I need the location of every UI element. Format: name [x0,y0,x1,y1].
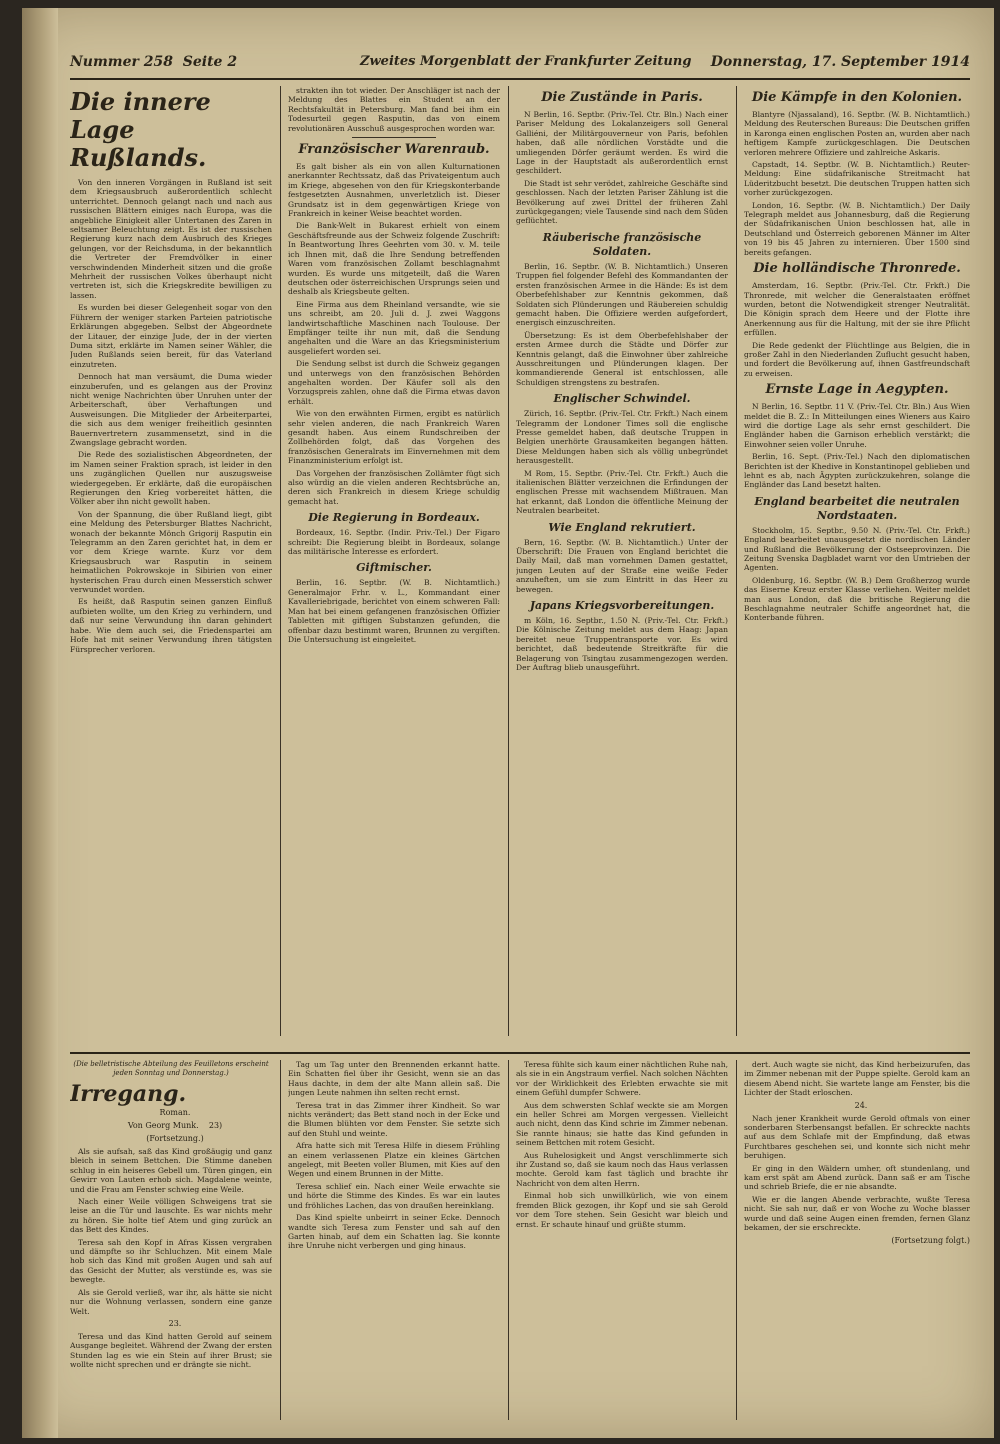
paragraph: Dennoch hat man versäumt, die Duma wieder einzuberufen, und es gelangen aus der Provinz nicht wenige Nachrichten über Unruhen unter der Arbeiterschaft, über Verhaftungen und Ausweisungen. Die Mitglieder der Arbeiterpartei, die sich aus dem weniger freiheitlich gesinnten Bauernvertretern zusammensetzt, sind in die Zwangslage gebracht worden. [70,372,272,447]
article-column-1 [70,86,272,1046]
column-rule [736,1060,737,1420]
paragraph: Die Rede des sozialistischen Abgeordneten, der im Namen seiner Fraktion sprach, ist leider in den uns zugänglichen Quellen nur auszugsweise wiedergegeben. Er erklärte, daß die europäischen Regierungen den Krieg vorbereitet hätten, die Völker aber ihn nicht gewollt haben. [70,450,272,507]
to-be-continued: (Fortsetzung folgt.) [891,1235,970,1245]
column-rule [508,86,509,1036]
paragraph: Die Rede gedenkt der Flüchtlinge aus Belgien, die in großer Zahl in den Niederlanden Zuflucht gesucht haben, und fordert die Bevölkerung auf, ihnen Gastfreundschaft zu erweisen. [744,340,970,378]
feuilleton-column-1 [70,1060,272,1420]
paragraph: Es wurden bei dieser Gelegenheit sogar von den Führern der weniger starken Parteien patriotische Erklärungen abgegeben. Selbst der Abgeordnete der Litauer, der einzige Jude, der in der vierten Duma sitzt, erklärte im Namen seiner Wähler, die Juden Rußlands seien bereit, für das Vaterland einzutreten. [70,303,272,369]
article-column-3 [516,86,728,1046]
paragraph: Berlin, 16. Septbr. (W. B. Nichtamtlich.) Generalmajor Frhr. v. L., Kommandant einer Kavalleriebrigade, berichtet von einem schweren Fall: Man hat bei einem gefangenen französischen Offizier Tabletten mit giftigen Substanzen gefunden, die offenbar dazu bestimmt waren, Brunnen zu vergiften. Die Untersuchung ist eingeleitet. [288,578,500,644]
header-date: Donnerstag, 17. September 1914 [710,54,970,70]
paragraph: Teresa und das Kind hatten Gerold auf seinem Ausgange begleitet. Während der Zwang der ersten Stunden lag es wie ein Stein auf ihrer Brust; sie wollte nicht sprechen und er drängte sie nicht. [70,1331,272,1370]
column-rule [736,86,737,1036]
paragraph: London, 16. Septbr. (W. B. Nichtamtlich.) Der Daily Telegraph meldet aus Johannesburg, daß die Regierung der Südafrikanischen Union beschlossen hat, alle in Deutschland und Österreich geborenen Männer im Alter von 19 bis 45 Jahren zu internieren. Über 1500 sind bereits gefangen. [744,200,970,257]
header-number: Nummer 258 Seite 2 [70,54,238,70]
paragraph: Zürich, 16. Septbr. (Priv.-Tel. Ctr. Frkft.) Nach einem Telegramm der Londoner Times soll die englische Presse gemeldet haben, daß deutsche Truppen in Belgien unerhörte Grausamkeiten begangen hätten. Diese Meldungen haben sich als völlig unbegründet herausgestellt. [516,409,728,466]
column-rule [280,86,281,1036]
page-header [70,52,970,80]
chapter-heading: 23. [168,1318,182,1328]
novel-chapter-number: 23) [208,1121,223,1130]
paragraph: Die Bank-Welt in Bukarest erhielt von einem Geschäftsfreunde aus der Schweiz folgende Zuschrift: In Beantwortung Ihres Geehrten vom 30. v. M. teile ich Ihnen mit, daß die Ihre Sendung betreffenden Waren vom französischen Zollamt beschlagnahmt wurden. Es wurde uns mitgeteilt, daß die Waren deutschen oder österreichischen Ursprungs seien und deshalb als Kriegsbeute gelten. [288,221,500,297]
headline-innere-lage: Die innere Lage Rußlands. [70,87,211,172]
headline-hollaendische-thronrede: Die holländische Thronrede. [753,261,961,277]
paragraph: Von den inneren Vorgängen in Rußland ist seit dem Kriegsausbruch außerordentlich schlecht unterrichtet. Dennoch gelangt nach und nach aus russischen Blättern einiges nach Europa, was die angebliche Einigkeit aller Untertanen des Zaren in seltsamer Beleuchtung zeigt. Es ist der russischen Regierung kurz nach dem Ausbruch des Krieges gelungen, vor der Reichsduma, in der bekanntlich die Vertreter der Fremdvölker in einer verschwindenden Minderheit sitzen und die große Mehrheit der russischen Volkes überhaupt nicht vertreten ist, sich die Kriegskredite bewilligen zu lassen. [70,178,272,300]
paragraph: Afra hatte sich mit Teresa Hilfe in diesem Frühling an einem verlassenen Platze ein kleines Gärtchen angelegt, mit Beeten voller Blumen, mit Kies auf den Wegen und einem Brunnen in der Mitte. [288,1141,500,1179]
paragraph: Teresa sah den Kopf in Afras Kissen vergraben und dämpfte so ihr Schluchzen. Mit einem Male hob sich das Kind mit großen Augen und sah auf das Gesicht der Mutter, als verstünde es, was sie bewegte. [70,1237,272,1285]
novel-genre: Roman. [159,1108,191,1117]
article-column-2 [288,86,500,1046]
headline-giftmischer: Giftmischer. [356,561,432,575]
paragraph: strakten ihn tot wieder. Der Anschläger ist nach der Meldung des Blattes ein Student an der Rechtsfakultät in Petersburg. Man fand bei ihm ein Todesurteil gegen Rasputin, das von einem revolutionären Ausschuß ausgesprochen worden war. [288,86,500,133]
column-rule [280,1060,281,1420]
headline-japans-kriegsvorbereitungen: Japans Kriegsvorbereitungen. [529,599,715,613]
paragraph: Die Sendung selbst ist durch die Schweiz gegangen und unterwegs von den französischen Behörden angehalten worden. Der Käufer soll als den Vorzugspreis zahlen, ohne daß die Firma etwas davon erhält. [288,359,500,406]
paragraph: Es galt bisher als ein von allen Kulturnationen anerkannter Rechtssatz, daß das Privateigentum auch im Kriege, abgesehen von den für Kriegskonterbande festgesetzten Ausnahmen, unverletzlich ist. Dieser Grundsatz ist in dem gegenwärtigen Kriege von Frankreich in keiner Weise beachtet worden. [288,162,500,219]
feuilleton-column-2 [288,1060,500,1420]
paragraph: m Köln, 16. Septbr., 1.50 N. (Priv.-Tel. Ctr. Frkft.) Die Kölnische Zeitung meldet aus dem Haag: Japan bereitet neue Truppentransporte vor. Es wird berichtet, daß bedeutende Streitkräfte für die Belagerung von Tsingtau zusammengezogen werden. Der Auftrag blieb unausgeführt. [516,616,728,673]
paragraph: Wie von den erwähnten Firmen, ergibt es natürlich sehr vielen anderen, die nach Frankreich Waren gesandt haben. Aus einem Rundschreiben der Zollbehörden folgt, daß das Vorgehen des französischen Generalrats im Einvernehmen mit dem Finanzministerium erfolgt ist. [288,409,500,466]
paragraph: N Berlin, 16. Septbr. (Priv.-Tel. Ctr. Bln.) Nach einer Pariser Meldung des Lokalanzeigers soll General Galliéni, der Militärgouverneur von Paris, befohlen haben, daß alle nördlichen Vorstädte und die umliegenden Dörfer geräumt werden. Es wird die Lage in der Hauptstadt als außerordentlich ernst geschildert. [516,110,728,176]
header-page: Seite 2 [182,54,238,70]
feuilleton-column-4 [744,1060,970,1420]
paragraph: Oldenburg, 16. Septbr. (W. B.) Dem Großherzog wurde das Eiserne Kreuz erster Klasse verliehen. Weiter meldet man aus London, daß die britische Regierung die Beschlagnahme neutraler Schiffe angeordnet hat, die Konterbande führen. [744,575,970,623]
feuilleton-column-3 [516,1060,728,1420]
paragraph: Das Vorgehen der französischen Zollämter fügt sich also würdig an die vielen anderen Rechtsbrüche an, deren sich Frankreich in diesem Kriege schuldig gemacht hat. [288,468,500,506]
headline-raeuberische-soldaten: Räuberische französische Soldaten. [542,230,702,258]
paragraph: Bern, 16. Septbr. (W. B. Nichtamtlich.) Unter der Überschrift: Die Frauen von England berichtet die Daily Mail, daß man vornehmen Damen gestattet, jungen Leuten auf der Straße eine weiße Feder anzuheften, um sie zum Eintritt in das Heer zu bewegen. [516,537,728,594]
paragraph: N Berlin, 16. Septbr. 11 V. (Priv.-Tel. Ctr. Bln.) Aus Wien meldet die B. Z.: In Mitteilungen eines Wieners aus Kairo wird die dortige Lage als sehr ernst geschildert. Die Engländer haben die Garnison erheblich verstärkt; die Einwohner seien voller Unruhe. [744,402,970,449]
paragraph: Tag um Tag unter den Brennenden erkannt hatte. Ein Schatten fiel über ihr Gesicht, wenn sie an das Haus dachte, in dem der alte Mann allein saß. Die jungen Leute nahmen ihn selten recht ernst. [288,1060,500,1098]
paragraph: Als sie aufsah, saß das Kind großäugig und ganz bleich in seinem Bettchen. Die Stimme daneben schlug in ein heiseres Gebell um. Türen gingen, ein Gewirr von Lauten erhob sich. Magdalene weinte, und die Frau am Fenster schwieg eine Weile. [70,1147,272,1194]
novel-continuation: (Fortsetzung.) [146,1134,204,1143]
headline-england-rekrutiert: Wie England rekrutiert. [548,520,696,534]
novel-author: Von Georg Munk. 23) [127,1121,223,1130]
paragraph: Blantyre (Njassaland), 16. Septbr. (W. B. Nichtamtlich.) Meldung des Reuterschen Bureaus: Die Deutschen griffen in Karonga einen englischen Posten an, wurden aber nach heftigem Kampfe zurückgeschlagen. Die Deutschen verloren mehrere Offiziere und zahlreiche Askaris. [744,110,970,157]
paragraph: Stockholm, 15. Septbr., 9.50 N. (Priv.-Tel. Ctr. Frkft.) England bearbeitet unausgesetzt die nordischen Länder und Rußland die Bevölkerung der Ostseeprovinzen. Die Zeitung Svenska Dagbladet warnt vor den Umtrieben der Agenten. [744,525,970,573]
paragraph: Als sie Gerold verließ, war ihr, als hätte sie nicht nur die Wohnung verlassen, sondern eine ganze Welt. [70,1287,272,1316]
paragraph: Von der Spannung, die über Rußland liegt, gibt eine Meldung des Petersburger Blattes Nachricht, wonach der bekannte Mönch Grigorij Rasputin ein Telegramm an den Zaren gerichtet hat, in dem er vor dem Kriege warnte. Kurz vor dem Kriegsausbruch war Rasputin in seinem heimatlichen Pokrowskoje in Sibirien von einer hysterischen Frau durch einen Messerstich schwer verwundet worden. [70,509,272,595]
headline-regierung-bordeaux: Die Regierung in Bordeaux. [308,511,480,525]
paragraph: Berlin, 16. Septbr. (W. B. Nichtamtlich.) Unseren Truppen fiel folgender Befehl des Kommandanten der ersten französischen Armee in die Hände: Es ist dem Oberbefehlshaber zur Kenntnis gekommen, daß Soldaten sich Plünderungen und Räubereien schuldig gemacht haben. Die Offiziere werden aufgefordert, energisch einzuschreiten. [516,261,728,328]
headline-kaempfe-kolonien: Die Kämpfe in den Kolonien. [751,90,963,105]
headline-lage-aegypten: Ernste Lage in Aegypten. [765,382,949,398]
headline-warenraub: Französischer Warenraub. [298,142,490,158]
novel-title: Irregang. [70,1081,187,1107]
paragraph: Aus dem schwersten Schlaf weckte sie am Morgen ein heller Schrei am Morgen vergessen. Vielleicht auch nicht, denn das Kind schrie im Zimmer nebenan. Sie rannte hinaus; sie hatte das Kind gefunden in seinem Bettchen mit rotem Gesicht. [516,1100,728,1148]
paragraph: Es heißt, daß Rasputin seinen ganzen Einfluß aufbieten wollte, um den Krieg zu verhindern, und daß nur seine Verwundung ihn daran gehindert habe. Wie dem auch sei, die Friedenspartei am Hofe hat mit seiner Verwundung ihren tätigsten Fürsprecher verloren. [70,597,272,654]
paragraph: dert. Auch wagte sie nicht, das Kind herbeizurufen, das im Zimmer nebenan mit der Puppe spielte. Gerold kam an diesem Abend nicht. Sie wartete lange am Fenster, bis die Lichter der Stadt erloschen. [744,1060,970,1098]
paragraph: Einmal hob sich unwillkürlich, wie von einem fremden Blick gezogen, ihr Kopf und sie sah Gerold vor dem Tore stehen. Sein Gesicht war bleich und ernst. Er schaute hinauf und grüßte stumm. [516,1191,728,1229]
headline-zustaende-paris: Die Zustände in Paris. [541,90,703,105]
paragraph: Nach jener Krankheit wurde Gerold oftmals von einer sonderbaren Sterbensangst befallen. Er schreckte nachts auf aus dem Schlafe mit der Empfindung, daß etwas Furchtbares geschehen sei, und konnte sich nicht mehr beruhigen. [744,1113,970,1161]
article-column-4 [744,86,970,1046]
paragraph: Die Stadt ist sehr verödet, zahlreiche Geschäfte sind geschlossen. Nach der letzten Pariser Zählung ist die Bevölkerung auf zwei Drittel der früheren Zahl zurückgegangen; viele Tausende sind nach dem Süden geflüchtet. [516,178,728,226]
paragraph: Aus Ruhelosigkeit und Angst verschlimmerte sich ihr Zustand so, daß sie kaum noch das Haus verlassen mochte. Gerold kam fast täglich und brachte ihr Nachricht von dem alten Herrn. [516,1150,728,1188]
feuilleton-divider [70,1052,970,1054]
paragraph: Er ging in den Wäldern umher, oft stundenlang, und kam erst spät am Abend zurück. Dann saß er am Tische und schrieb Briefe, die er nie absandte. [744,1163,970,1192]
paragraph: Berlin, 16. Sept. (Priv.-Tel.) Nach den diplomatischen Berichten ist der Khedive in Konstantinopel geblieben und lehnt es ab, nach Ägypten zurückzukehren, solange die Engländer das Land besetzt halten. [744,452,970,490]
paragraph: Teresa trat in das Zimmer ihrer Kindheit. So war nichts verändert; das Bett stand noch in der Ecke und die Blumen blühten vor dem Fenster. Sie setzte sich auf den Stuhl und weinte. [288,1100,500,1138]
paragraph: Nach einer Weile völligen Schweigens trat sie leise an die Tür und lauschte. Es war nichts mehr zu hören. Sie holte tief Atem und ging zurück an das Bett des Kindes. [70,1197,272,1235]
paragraph: Teresa schlief ein. Nach einer Weile erwachte sie und hörte die Stimme des Kindes. Es war ein lautes und fröhliches Lachen, das von draußen hereinklang. [288,1181,500,1210]
paragraph: Teresa fühlte sich kaum einer nächtlichen Ruhe nah, als sie in ein Angstraum verfiel. Nach solchen Nächten vor der Wirklichkeit des Erlebten erwachte sie mit einem Gefühl dumpfer Schwere. [516,1060,728,1098]
binding-edge [22,8,58,1438]
chapter-heading: 24. [854,1100,868,1110]
paragraph: Das Kind spielte unbeirrt in seiner Ecke. Dennoch wandte sich Teresa zum Fenster und sah auf den Garten hinab, auf dem ein Schatten lag. Sie konnte ihre Unruhe nicht verbergen und ging hinaus. [288,1213,500,1251]
column-rule [508,1060,509,1420]
headline-england-nordstaaten: England bearbeitet die neutralen Nordstaaten. [754,494,960,522]
paragraph: Übersetzung: Es ist dem Oberbefehlshaber der ersten Armee durch die Städte und Dörfer zur Kenntnis gelangt, daß die Einwohner über zahlreiche Ausschreitungen und Plünderungen klagen. Der kommandierende General ist entschlossen, alle Schuldigen strengstens zu bestrafen. [516,330,728,387]
separator [352,137,437,138]
paragraph: Bordeaux, 16. Septbr. (Indir. Priv.-Tel.) Der Figaro schreibt: Die Regierung bleibt in Bordeaux, solange das militärische Interesse es erfordert. [288,528,500,557]
paragraph: Amsterdam, 16. Septbr. (Priv.-Tel. Ctr. Frkft.) Die Thronrede, mit welcher die Generalstaaten eröffnet wurden, betont die Notwendigkeit strenger Neutralität. Die Königin sprach dem Heere und der Flotte ihre Anerkennung aus für die Haltung, mit der sie ihre Pflicht erfüllen. [744,281,970,338]
paragraph: M Rom, 15. Septbr. (Priv.-Tel. Ctr. Frkft.) Auch die italienischen Blätter verzeichnen die Erfindungen der englischen Presse mit wachsendem Mißtrauen. Man hat erkannt, daß London die öffentliche Meinung der Neutralen bearbeitet. [516,468,728,516]
headline-englischer-schwindel: Englischer Schwindel. [553,392,691,406]
feuilleton-note: (Die belletristische Abteilung des Feuilletons erscheint jeden Sonntag und Donnerstag.) [73,1060,269,1077]
paragraph: Capstadt, 14. Septbr. (W. B. Nichtamtlich.) Reuter-Meldung: Eine südafrikanische Streitmacht hat Lüderitzbucht besetzt. Die deutschen Truppen hatten sich vorher zurückgezogen. [744,160,970,198]
newspaper-page [22,8,994,1438]
paragraph: Wie er die langen Abende verbrachte, wußte Teresa nicht. Sie sah nur, daß er von Woche zu Woche blasser wurde und daß seine Augen einen fremden, fernen Glanz bekamen, der sie erschreckte. [744,1194,970,1233]
masthead: Zweites Morgenblatt der Frankfurter Zeitung [360,54,692,69]
paragraph: Eine Firma aus dem Rheinland versandte, wie sie uns schreibt, am 20. Juli d. J. zwei Waggons landwirtschaftliche Maschinen nach Toulouse. Der Empfänger teilte ihr nun mit, daß die Sendung angehalten und die Ware an das Kriegsministerium ausgeliefert worden sei. [288,299,500,356]
